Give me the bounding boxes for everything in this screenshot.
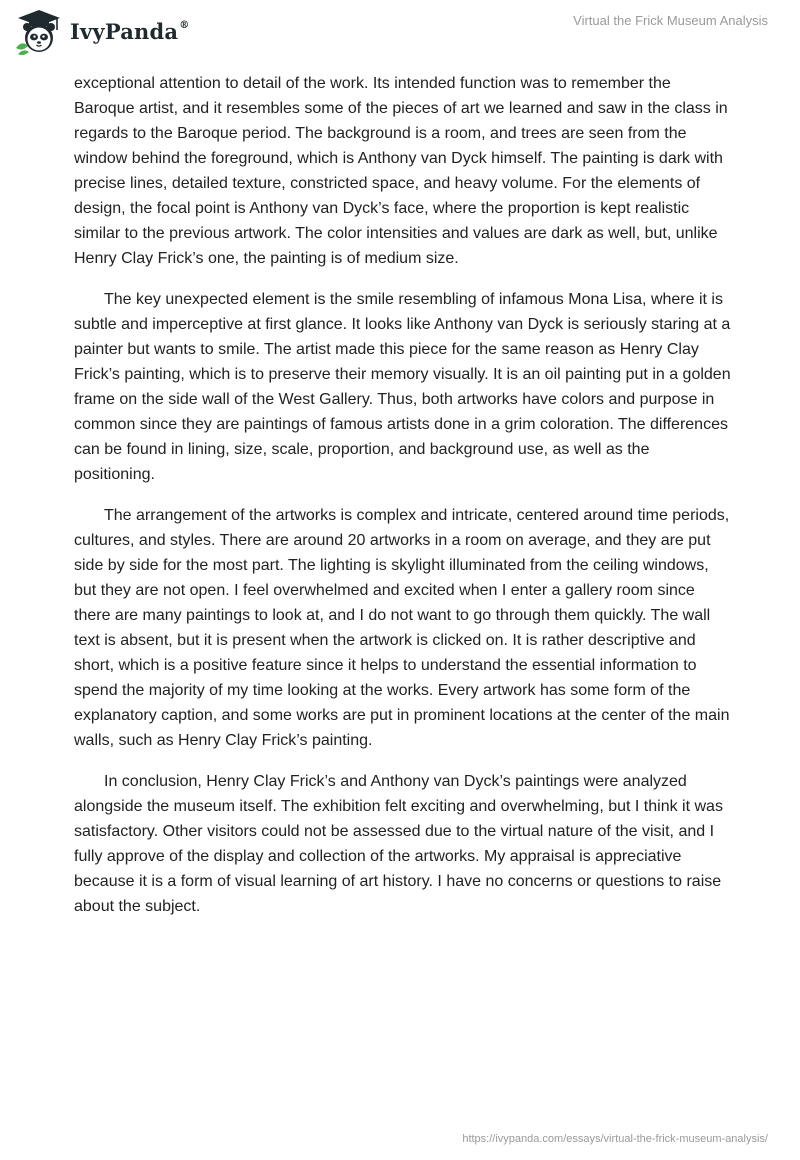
paragraph: The key unexpected element is the smile resembling of infamous Mona Lisa, where it is subtle and imperceptive at first glance. It looks like Anthony van Dyck is seriously staring at a painter but wants to smile. The artist made this piece for the same reason as Henry Clay Frick’s painting, which is to preserve their memory visually. It is an oil painting put in a golden frame on the side wall of the West Gallery. Thus, both artworks have colors and purpose in common since they are paintings of famous artists done in a grim coloration. The differences can be found in lining, size, scale, proportion, and background use, as well as the positioning. xyxy=(74,291,731,483)
panda-graduate-icon xyxy=(14,8,64,56)
paragraph: In conclusion, Henry Clay Frick’s and Anthony van Dyck’s paintings were analyzed alongside the museum itself. The exhibition felt exciting and overwhelming, but I think it was satisfactory. Other visitors could not be assessed due to the virtual nature of the visit, and I fully approve of the display and collection of the artworks. My appraisal is appreciative because it is a form of visual learning of art history. I have no concerns or questions to raise about the subject. xyxy=(74,773,723,915)
essay-body xyxy=(74,71,734,935)
brand-name xyxy=(70,19,189,44)
brand-registered-mark: ® xyxy=(179,19,190,31)
document-title: Virtual the Frick Museum Analysis xyxy=(573,13,768,28)
paragraph: exceptional attention to detail of the work. Its intended function was to remember the Baroque artist, and it resembles some of the pieces of art we learned and saw in the class in regards to the Baroque period. The background is a room, and trees are seen from the window behind the foreground, which is Anthony van Dyck himself. The painting is dark with precise lines, detailed texture, constricted space, and heavy volume. For the elements of design, the focal point is Anthony van Dyck’s face, where the proportion is kept realistic similar to the previous artwork. The color intensities and values are dark as well, but, unlike Henry Clay Frick’s one, the painting is of medium size. xyxy=(74,75,728,267)
source-url-link[interactable]: https://ivypanda.com/essays/virtual-the-frick-museum-analysis/ xyxy=(462,1133,768,1145)
ivypanda-logo[interactable] xyxy=(14,8,189,56)
page-header xyxy=(0,0,800,64)
brand-name-text: IvyPanda xyxy=(70,18,179,44)
paragraph: The arrangement of the artworks is complex and intricate, centered around time periods, cultures, and styles. There are around 20 artworks in a room on average, and they are put side by side for the most part. The lighting is skylight illuminated from the ceiling windows, but they are not open. I feel overwhelmed and excited when I enter a gallery room since there are many paintings to look at, and I do not want to go through them quickly. The wall text is absent, but it is present when the artwork is clicked on. It is rather descriptive and short, which is a positive feature since it helps to understand the essential information to spend the majority of my time looking at the works. Every artwork has some form of the explanatory caption, and some works are put in prominent locations at the center of the main walls, such as Henry Clay Frick’s painting. xyxy=(74,507,730,749)
